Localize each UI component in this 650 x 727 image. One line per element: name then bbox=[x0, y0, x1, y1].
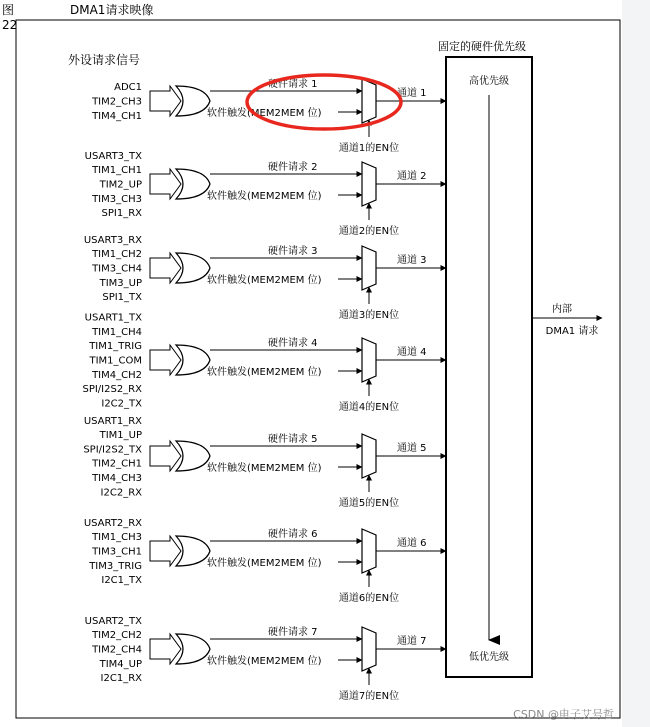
channel-block-7 bbox=[85, 616, 446, 702]
arbiter-header: 固定的硬件优先级 bbox=[438, 40, 526, 53]
sw-trigger-label: 软件触发(MEM2MEM 位) bbox=[207, 656, 322, 667]
channel-mux bbox=[362, 434, 376, 478]
signal-label: USART2_TX bbox=[84, 615, 142, 627]
figure-title: DMA1请求映像 bbox=[70, 3, 154, 17]
channel-mux bbox=[362, 79, 376, 123]
channel-label: 通道 5 bbox=[397, 443, 427, 454]
signal-label: TIM1_UP bbox=[99, 430, 142, 442]
requests-header: 外设请求信号 bbox=[68, 53, 141, 67]
signal-label: USART3_TX bbox=[84, 150, 142, 162]
signal-bus-arrow bbox=[150, 169, 181, 199]
signal-label: I2C2_TX bbox=[101, 398, 142, 410]
channel-block-3 bbox=[84, 235, 446, 321]
signal-label: TIM3_CH3 bbox=[92, 193, 142, 205]
hw-request-label: 硬件请求 5 bbox=[268, 434, 318, 445]
signal-label: SPI1_TX bbox=[102, 292, 142, 304]
watermark: CSDN @电子艾号哲 bbox=[513, 708, 614, 721]
high-priority-label: 高优先级 bbox=[469, 76, 509, 87]
channel-block-2 bbox=[85, 151, 446, 237]
signal-label: TIM1_CH1 bbox=[92, 165, 142, 177]
signal-label: TIM2_UP bbox=[99, 179, 142, 191]
signal-label: SPI1_RX bbox=[101, 208, 142, 220]
sw-trigger-label: 软件触发(MEM2MEM 位) bbox=[207, 558, 322, 569]
signal-label: I2C1_TX bbox=[101, 575, 142, 587]
channel-label: 通道 6 bbox=[397, 538, 427, 549]
channel-mux bbox=[362, 529, 376, 573]
signal-label: TIM2_CH3 bbox=[92, 96, 142, 108]
en-bit-label: 通道5的EN位 bbox=[338, 498, 400, 509]
channel-mux bbox=[362, 338, 376, 382]
channel-block-5 bbox=[83, 416, 446, 509]
signal-label: USART3_RX bbox=[83, 234, 142, 246]
signal-label: TIM4_CH1 bbox=[92, 110, 142, 122]
hw-request-label: 硬件请求 6 bbox=[268, 529, 318, 540]
signal-label: TIM3_CH4 bbox=[92, 263, 142, 275]
hw-request-label: 硬件请求 1 bbox=[268, 79, 318, 90]
signal-label: I2C2_RX bbox=[100, 487, 142, 499]
channel-block-6 bbox=[84, 518, 446, 604]
channel-mux bbox=[362, 246, 376, 290]
signal-label: TIM4_UP bbox=[99, 658, 142, 670]
signal-bus-arrow bbox=[150, 345, 181, 375]
signal-bus-arrow bbox=[150, 536, 181, 566]
en-bit-label: 通道1的EN位 bbox=[338, 143, 400, 154]
signal-label: USART1_TX bbox=[84, 312, 142, 324]
channel-mux bbox=[362, 162, 376, 206]
signal-label: TIM4_CH2 bbox=[92, 369, 142, 381]
signal-label: TIM4_CH3 bbox=[92, 472, 142, 484]
signal-bus-arrow bbox=[150, 86, 181, 116]
sw-trigger-label: 软件触发(MEM2MEM 位) bbox=[207, 463, 322, 474]
en-bit-label: 通道4的EN位 bbox=[338, 402, 400, 413]
signal-label: TIM1_CH2 bbox=[92, 249, 142, 261]
hw-request-label: 硬件请求 3 bbox=[268, 246, 318, 257]
signal-label: USART1_RX bbox=[83, 415, 142, 427]
sw-trigger-label: 软件触发(MEM2MEM 位) bbox=[207, 108, 322, 119]
signal-label: TIM3_CH1 bbox=[92, 546, 142, 558]
signal-label: I2C1_RX bbox=[100, 673, 142, 685]
internal-label: 内部 bbox=[552, 304, 572, 315]
signal-label: SPI/I2S2_RX bbox=[82, 384, 142, 396]
channel-mux bbox=[362, 627, 376, 671]
channel-label: 通道 1 bbox=[397, 88, 427, 99]
figure-number: 图22 bbox=[2, 3, 18, 32]
channel-label: 通道 3 bbox=[397, 255, 427, 266]
signal-label: TIM2_CH4 bbox=[92, 644, 142, 656]
signal-label: ADC1 bbox=[114, 82, 142, 94]
signal-label: TIM2_CH2 bbox=[92, 630, 142, 642]
hw-request-label: 硬件请求 2 bbox=[268, 162, 318, 173]
channel-label: 通道 2 bbox=[397, 171, 427, 182]
en-bit-label: 通道7的EN位 bbox=[338, 691, 400, 702]
page-sidebar bbox=[622, 0, 650, 727]
sw-trigger-label: 软件触发(MEM2MEM 位) bbox=[207, 275, 322, 286]
signal-bus-arrow bbox=[150, 441, 181, 471]
channel-label: 通道 7 bbox=[397, 636, 427, 647]
internal-dma-label: DMA1 请求 bbox=[545, 326, 599, 337]
signal-label: TIM2_CH1 bbox=[92, 458, 142, 470]
signal-label: TIM1_CH4 bbox=[92, 326, 142, 338]
signal-label: TIM1_TRIG bbox=[89, 341, 142, 353]
en-bit-label: 通道6的EN位 bbox=[338, 593, 400, 604]
signal-label: TIM1_CH3 bbox=[92, 532, 142, 544]
sw-trigger-label: 软件触发(MEM2MEM 位) bbox=[207, 367, 322, 378]
highlight-ellipse bbox=[247, 75, 401, 129]
hw-request-label: 硬件请求 4 bbox=[268, 338, 318, 349]
signal-bus-arrow bbox=[150, 253, 181, 283]
signal-label: TIM3_UP bbox=[99, 277, 142, 289]
signal-bus-arrow bbox=[150, 634, 181, 664]
low-priority-label: 低优先级 bbox=[469, 652, 509, 663]
hw-request-label: 硬件请求 7 bbox=[268, 627, 318, 638]
signal-label: TIM3_TRIG bbox=[89, 560, 142, 572]
channel-label: 通道 4 bbox=[397, 347, 427, 358]
channel-block-4 bbox=[82, 313, 446, 413]
en-bit-label: 通道3的EN位 bbox=[338, 310, 400, 321]
en-bit-label: 通道2的EN位 bbox=[338, 226, 400, 237]
signal-label: USART2_RX bbox=[83, 517, 142, 529]
signal-label: TIM1_COM bbox=[89, 355, 142, 367]
signal-label: SPI/I2S2_TX bbox=[83, 444, 142, 456]
sw-trigger-label: 软件触发(MEM2MEM 位) bbox=[207, 191, 322, 202]
